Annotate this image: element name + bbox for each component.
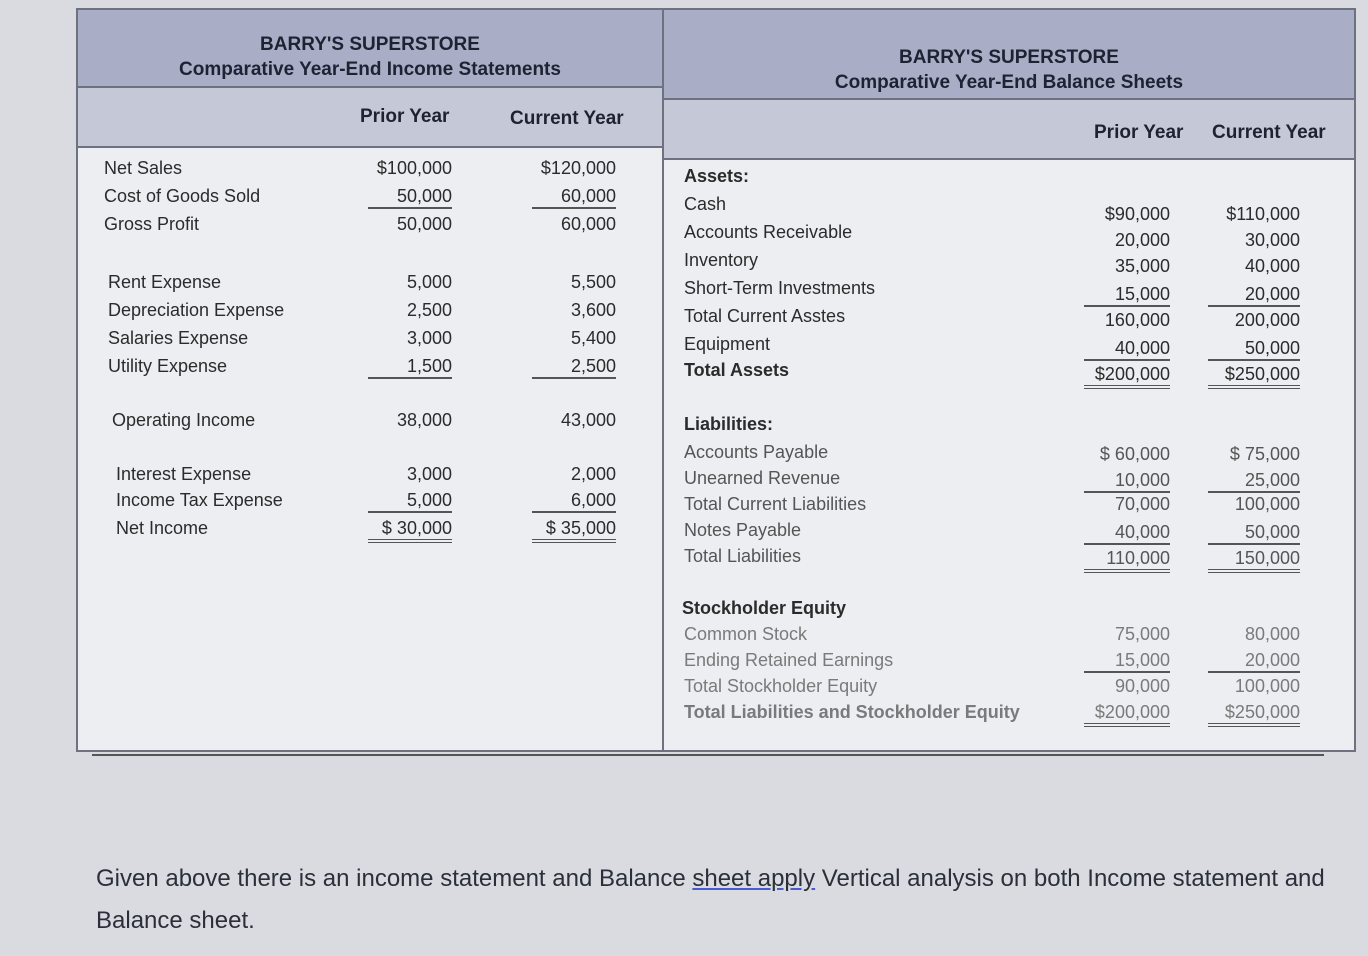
- balance-row-current: 20,000: [1208, 284, 1300, 307]
- balance-row-label: Common Stock: [684, 624, 808, 644]
- income-row-label: Depreciation Expense: [108, 300, 285, 320]
- balance-col-prior-year: Prior Year: [1094, 122, 1184, 143]
- balance-row-prior: $ 60,000: [1099, 444, 1170, 464]
- balance-row-current: 100,000: [1234, 494, 1300, 514]
- balance-row-current: 200,000: [1234, 310, 1300, 330]
- balance-row-prior: 35,000: [1114, 256, 1170, 276]
- income-row-current: 2,500: [532, 356, 616, 379]
- balance-col-current-year: Current Year: [1212, 122, 1326, 143]
- income-row-prior: 50,000: [368, 186, 452, 209]
- income-row-prior: 5,000: [368, 490, 452, 513]
- balance-row-label: Total Stockholder Equity: [684, 676, 878, 696]
- income-statement-panel: [78, 10, 664, 750]
- balance-row-current: 25,000: [1208, 470, 1300, 493]
- income-row-current: 6,000: [532, 490, 616, 513]
- balance-row-current: 150,000: [1208, 548, 1300, 573]
- income-row-label: Cost of Goods Sold: [104, 186, 261, 206]
- income-row-label: Rent Expense: [108, 272, 222, 292]
- income-row-prior: 3,000: [406, 464, 452, 484]
- balance-row-label: Accounts Receivable: [684, 222, 853, 242]
- balance-row-current: $ 75,000: [1229, 444, 1300, 464]
- balance-row-label: Total Liabilities and Stockholder Equity: [684, 702, 1020, 722]
- balance-row-label: Total Current Asstes: [684, 306, 846, 326]
- balance-row-label: Total Assets: [684, 360, 790, 380]
- balance-sheet-panel: [664, 10, 1354, 750]
- balance-column-headers: [664, 100, 1354, 160]
- income-row-prior: $ 30,000: [368, 518, 452, 543]
- balance-company-name: BARRY'S SUPERSTORE: [899, 47, 1119, 68]
- income-row-prior: $100,000: [376, 158, 452, 178]
- balance-row-prior: 10,000: [1084, 470, 1170, 493]
- balance-row-current: $250,000: [1208, 364, 1300, 389]
- balance-row-current: 40,000: [1244, 256, 1300, 276]
- income-row-label: Net Income: [116, 518, 209, 538]
- question-part-2: Vertical analysis on both Income statement and Balance sheet.: [96, 865, 1325, 934]
- income-column-headers: [78, 88, 662, 148]
- income-row-current: 60,000: [560, 214, 616, 234]
- assets-heading: Assets:: [684, 166, 750, 186]
- balance-row-label: Short-Term Investments: [684, 278, 876, 298]
- income-statement-title: Comparative Year-End Income Statements: [179, 59, 561, 80]
- income-row-label: Utility Expense: [108, 356, 228, 376]
- balance-row-current: 30,000: [1244, 230, 1300, 250]
- income-row-prior: 5,000: [406, 272, 452, 292]
- balance-row-prior: 75,000: [1114, 624, 1170, 644]
- income-row-label: Salaries Expense: [108, 328, 249, 348]
- income-row-prior: 3,000: [406, 328, 452, 348]
- income-row-label: Interest Expense: [116, 464, 252, 484]
- balance-row-current: 50,000: [1208, 522, 1300, 545]
- balance-row-prior: 20,000: [1114, 230, 1170, 250]
- balance-row-current: 80,000: [1244, 624, 1300, 644]
- income-row-current: 60,000: [532, 186, 616, 209]
- income-company-name: BARRY'S SUPERSTORE: [260, 34, 480, 55]
- income-row-label: Net Sales: [104, 158, 183, 178]
- balance-row-prior: 15,000: [1084, 284, 1170, 307]
- balance-row-prior: $90,000: [1104, 204, 1170, 224]
- balance-row-prior: 40,000: [1084, 522, 1170, 545]
- question-underlined: sheet apply: [692, 865, 816, 892]
- income-row-prior: 50,000: [396, 214, 452, 234]
- balance-row-prior: 160,000: [1104, 310, 1170, 330]
- balance-row-label: Accounts Payable: [684, 442, 829, 462]
- balance-row-label: Total Current Liabilities: [684, 494, 867, 514]
- balance-row-label: Inventory: [684, 250, 759, 270]
- balance-row-label: Cash: [684, 194, 727, 214]
- balance-row-current: 50,000: [1208, 338, 1300, 361]
- balance-row-label: Equipment: [684, 334, 771, 354]
- balance-row-current: 20,000: [1208, 650, 1300, 673]
- income-row-prior: 38,000: [396, 410, 452, 430]
- balance-row-label: Total Liabilities: [684, 546, 802, 566]
- balance-row-label: Ending Retained Earnings: [684, 650, 894, 670]
- balance-sheet-title: Comparative Year-End Balance Sheets: [834, 72, 1184, 93]
- balance-row-label: Unearned Revenue: [684, 468, 841, 488]
- income-row-label: Operating Income: [112, 410, 256, 430]
- income-row-prior: 2,500: [406, 300, 452, 320]
- income-row-current: 43,000: [560, 410, 616, 430]
- balance-sheet-header: [664, 10, 1354, 100]
- income-row-current: 3,600: [570, 300, 616, 320]
- income-row-current: 2,000: [570, 464, 616, 484]
- balance-row-label: Notes Payable: [684, 520, 802, 540]
- balance-row-prior: 110,000: [1084, 548, 1170, 573]
- balance-row-prior: 15,000: [1084, 650, 1170, 673]
- balance-row-prior: 70,000: [1114, 494, 1170, 514]
- financial-statements-frame: [76, 8, 1356, 752]
- balance-row-prior: $200,000: [1084, 702, 1170, 727]
- balance-row-prior: 90,000: [1114, 676, 1170, 696]
- liabilities-heading: Liabilities:: [684, 414, 774, 434]
- balance-row-prior: 40,000: [1084, 338, 1170, 361]
- income-col-prior-year: Prior Year: [360, 106, 450, 127]
- balance-row-current: $110,000: [1226, 204, 1300, 224]
- question-text: [96, 858, 1326, 942]
- income-row-label: Gross Profit: [104, 214, 200, 234]
- balance-row-current: 100,000: [1234, 676, 1300, 696]
- question-part-1: Given above there is an income statement and Balance: [96, 865, 693, 892]
- divider-line: [92, 754, 1324, 756]
- income-col-current-year: Current Year: [510, 108, 624, 129]
- income-row-current: $ 35,000: [532, 518, 616, 543]
- income-row-current: 5,500: [570, 272, 616, 292]
- income-row-prior: 1,500: [368, 356, 452, 379]
- income-row-current: 5,400: [570, 328, 616, 348]
- income-row-current: $120,000: [540, 158, 616, 178]
- balance-row-current: $250,000: [1208, 702, 1300, 727]
- equity-heading: Stockholder Equity: [682, 598, 847, 618]
- balance-row-prior: $200,000: [1084, 364, 1170, 389]
- income-statement-header: [78, 10, 662, 88]
- income-row-label: Income Tax Expense: [116, 490, 283, 510]
